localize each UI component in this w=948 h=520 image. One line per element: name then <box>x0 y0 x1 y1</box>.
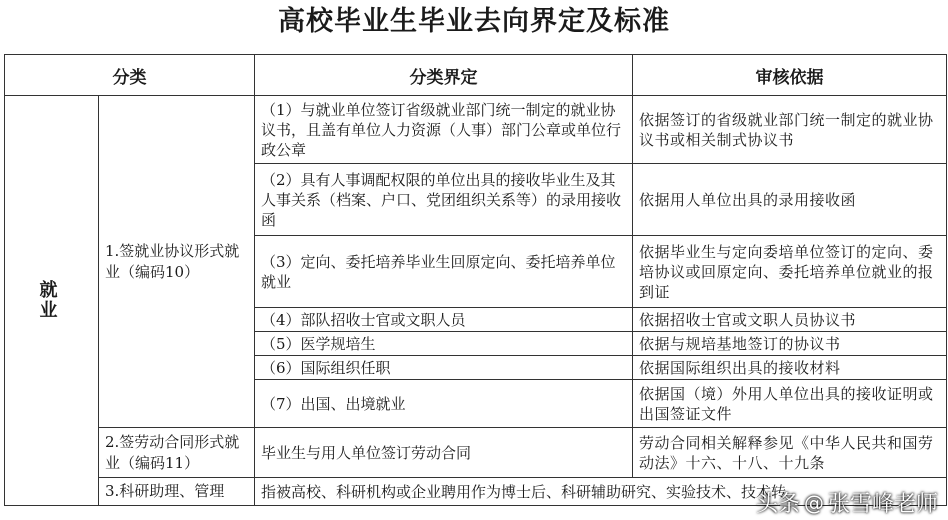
at-icon: @ <box>803 490 824 515</box>
group-label: 1.签就业协议形式就业（编码10） <box>99 96 255 428</box>
group-label: 3.科研助理、管理 <box>99 478 255 506</box>
standards-table <box>4 54 947 506</box>
definition-cell: （2）具有人事调配权限的单位出具的接收毕业生及其人事关系（档案、户口、党团组织关系等）的录用接收函 <box>255 164 633 236</box>
basis-cell: 依据用人单位出具的录用接收函 <box>633 164 947 236</box>
watermark-prefix: 头条 <box>755 492 800 517</box>
definition-cell: （4）部队招收士官或文职人员 <box>255 308 633 332</box>
definition-cell: （5）医学规培生 <box>255 332 633 356</box>
category-main: 就 业 <box>5 96 99 506</box>
definition-cell: （3）定向、委托培养毕业生回原定向、委托培养单位就业 <box>255 236 633 308</box>
basis-cell: 依据国（境）外用人单位出具的接收证明或出国签证文件 <box>633 380 947 428</box>
basis-cell: 依据与规培基地签订的协议书 <box>633 332 947 356</box>
definition-cell: （6）国际组织任职 <box>255 356 633 380</box>
watermark-name: 张雪峰老师 <box>827 492 938 517</box>
page-title: 高校毕业生毕业去向界定及标准 <box>278 6 670 37</box>
table-row <box>5 96 947 164</box>
definition-cell: 毕业生与用人单位签订劳动合同 <box>255 428 633 478</box>
header-basis: 审核依据 <box>633 55 947 96</box>
table-row <box>5 428 947 478</box>
definition-cell: 指被高校、科研机构或企业聘用作为博士后、科研辅助研究、实验技术、技术转 <box>255 478 947 506</box>
watermark <box>756 487 938 518</box>
header-definition: 分类界定 <box>255 55 633 96</box>
header-category: 分类 <box>5 55 255 96</box>
table-header-row <box>5 55 947 96</box>
basis-cell: 依据毕业生与定向委培单位签订的定向、委培协议或回原定向、委托培养单位就业的报到证 <box>633 236 947 308</box>
definition-cell: （7）出国、出境就业 <box>255 380 633 428</box>
definition-cell: （1）与就业单位签订省级就业部门统一制定的就业协议书，且盖有单位人力资源（人事）部门公章或单位行政公章 <box>255 96 633 164</box>
basis-cell: 依据国际组织出具的接收材料 <box>633 356 947 380</box>
basis-cell: 劳动合同相关解释参见《中华人民共和国劳动法》十六、十八、十九条 <box>633 428 947 478</box>
basis-cell: 依据招收士官或文职人员协议书 <box>633 308 947 332</box>
group-label: 2.签劳动合同形式就业（编码11） <box>99 428 255 478</box>
basis-cell: 依据签订的省级就业部门统一制定的就业协议书或相关制式协议书 <box>633 96 947 164</box>
